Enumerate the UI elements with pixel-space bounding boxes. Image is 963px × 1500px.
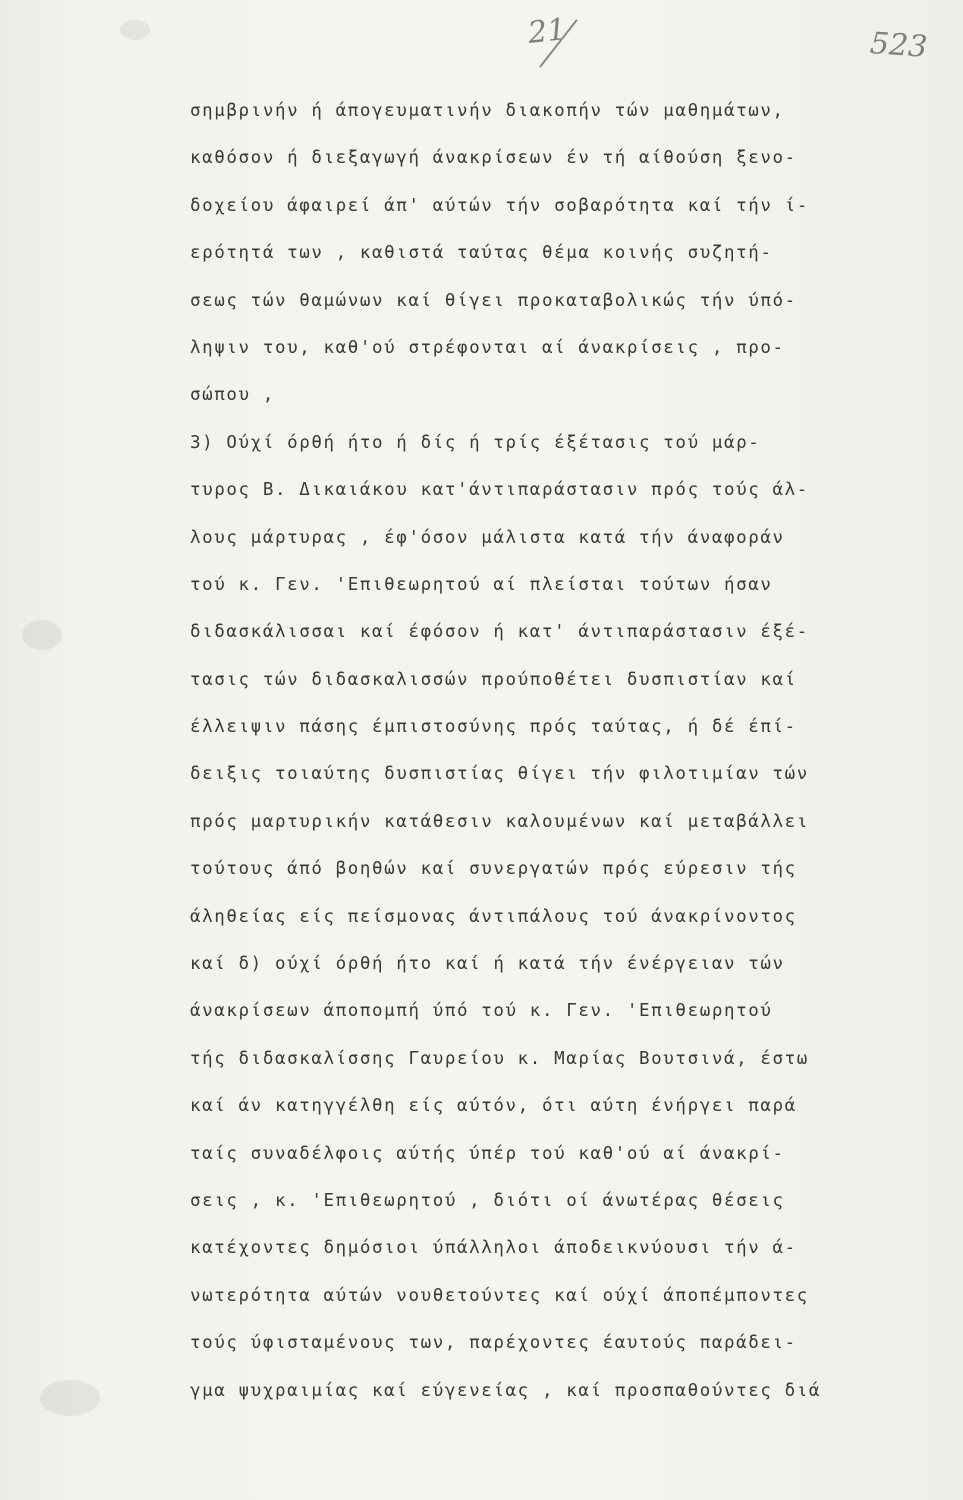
text-line: σεως τών θαμώνων καί θίγει προκαταβολικώς τήν ύπό- xyxy=(190,290,797,311)
text-line: 3) Ούχί όρθή ήτο ή δίς ή τρίς έξέτασις τού μάρ- xyxy=(190,432,761,453)
handwritten-folio-number: 21 xyxy=(526,12,568,51)
text-line: άνακρίσεων άποπομπή ύπό τού κ. Γεν. 'Επιθεωρητού xyxy=(190,1001,773,1022)
text-line: τούς ύφισταμένους των, παρέχοντες έαυτούς παράδει- xyxy=(190,1333,797,1354)
text-line: καθόσον ή διεξαγωγή άνακρίσεων έν τή αίθούση ξενο- xyxy=(190,148,797,169)
text-line: κατέχοντες δημόσιοι ύπάλληλοι άποδεικνύουσι τήν ά- xyxy=(190,1238,797,1259)
text-line: διδασκάλισσαι καί έφόσον ή κατ' άντιπαράστασιν έξέ- xyxy=(190,622,809,643)
text-line: δοχείου άφαιρεί άπ' αύτών τήν σοβαρότητα καί τήν ί- xyxy=(190,195,809,216)
text-line: τής διδασκαλίσσης Γαυρείου κ. Μαρίας Βουτσινά, έστω xyxy=(190,1048,809,1069)
text-line: γμα ψυχραιμίας καί εύγενείας , καί προσπαθούντες διά xyxy=(190,1380,822,1401)
text-line: τούτους άπό βοηθών καί συνεργατών πρός εύρεσιν τής xyxy=(190,859,797,880)
text-line: ταίς συναδέλφοις αύτής ύπέρ τού καθ'ού αί άνακρί- xyxy=(190,1143,785,1164)
text-line: σημβρινήν ή άπογευματινήν διακοπήν τών μαθημάτων, xyxy=(190,101,785,121)
text-line: τασις τών διδασκαλισσών προύποθέτει δυσπιστίαν καί xyxy=(190,669,797,690)
text-line: νωτερότητα αύτών νουθετούντες καί ούχί άποπέμποντες xyxy=(190,1285,809,1306)
text-line: άληθείας είς πείσμονας άντιπάλους τού άνακρίνοντος xyxy=(190,906,797,927)
text-line: έλλειψιν πάσης έμπιστοσύνης πρός ταύτας, ή δέ έπί- xyxy=(190,717,797,738)
text-line: πρός μαρτυρικήν κατάθεσιν καλουμένων καί μεταβάλλει xyxy=(190,811,809,832)
paper-smudge xyxy=(40,1380,100,1416)
text-line: σεις , κ. 'Επιθεωρητού , διότι οί άνωτέρας θέσεις xyxy=(190,1190,785,1211)
text-line: σώπου , xyxy=(190,385,275,406)
paper-smudge xyxy=(22,620,62,650)
text-line: δειξις τοιαύτης δυσπιστίας θίγει τήν φιλοτιμίαν τών xyxy=(190,764,809,785)
text-line: τυρος Β. Δικαιάκου κατ'άντιπαράστασιν πρός τούς άλ- xyxy=(190,480,809,501)
text-line: τού κ. Γεν. 'Επιθεωρητού αί πλείσται τούτων ήσαν xyxy=(190,574,773,595)
text-line: καί άν κατηγγέλθη είς αύτόν, ότι αύτη ένήργει παρά xyxy=(190,1096,797,1117)
text-line: ληψιν του, καθ'ού στρέφονται αί άνακρίσεις , προ- xyxy=(190,337,785,358)
text-line: ερότητά των , καθιστά ταύτας θέμα κοινής συζητή- xyxy=(190,243,773,264)
paper-smudge xyxy=(120,20,150,40)
text-line: λους μάρτυρας , έφ'όσον μάλιστα κατά τήν άναφοράν xyxy=(190,527,785,548)
text-line: καί δ) ούχί όρθή ήτο καί ή κατά τήν ένέργειαν τών xyxy=(190,954,785,975)
page-number: 523 xyxy=(868,26,929,65)
typewritten-body xyxy=(190,88,935,1415)
